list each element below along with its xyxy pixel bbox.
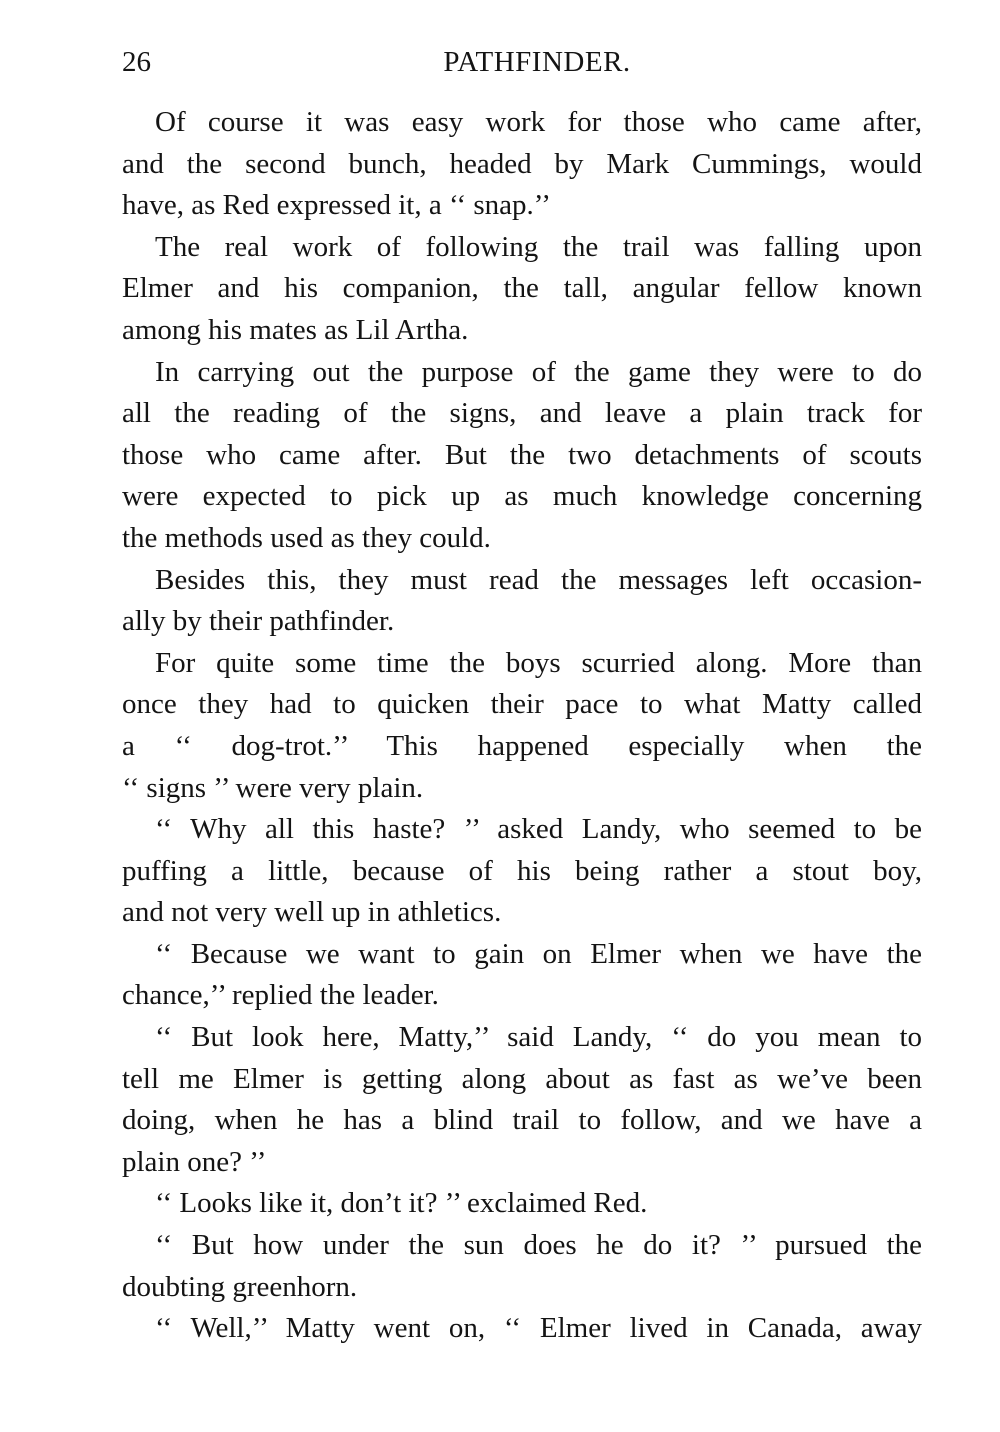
paragraph (122, 1183, 922, 1225)
paragraph (122, 643, 922, 809)
running-title: PATHFINDER. (443, 46, 631, 78)
running-head (122, 40, 922, 84)
text-line: plain one? ’’ (122, 1145, 267, 1178)
text-line: all the reading of the signs, and leave a plain track for (122, 397, 922, 430)
text-line: once they had to quicken their pace to what Matty called (122, 688, 922, 721)
text-line: and not very well up in athletics. (122, 896, 502, 929)
text-line: In carrying out the purpose of the game they were to do (155, 355, 922, 388)
text-line: among his mates as Lil Artha. (122, 313, 469, 346)
text-line: chance,’’ replied the leader. (122, 979, 439, 1012)
text-line: Of course it was easy work for those who came after, (155, 106, 922, 138)
text-line: were expected to pick up as much knowledge concerning (122, 480, 922, 513)
paragraph (122, 1225, 922, 1308)
body-text (122, 102, 922, 1350)
text-line: For quite some time the boys scurried along. More than (155, 646, 922, 679)
text-line: The real work of following the trail was falling upon (155, 230, 922, 263)
text-line: ‘‘ Well,’’ Matty went on, ‘‘ Elmer lived in Canada, away (155, 1312, 922, 1345)
text-line: have, as Red expressed it, a ‘‘ snap.’’ (122, 189, 551, 222)
text-line: ‘‘ Looks like it, don’t it? ’’ exclaimed Red. (155, 1187, 648, 1220)
text-line: ‘‘ Because we want to gain on Elmer when we have the (155, 937, 922, 970)
paragraph (122, 1308, 922, 1350)
paragraph (122, 809, 922, 934)
page-number: 26 (122, 46, 151, 78)
text-line: ‘‘ But look here, Matty,’’ said Landy, ‘‘ do you mean to (155, 1021, 922, 1054)
text-line: doing, when he has a blind trail to follow, and we have a (122, 1104, 922, 1137)
text-line: doubting greenhorn. (122, 1270, 358, 1303)
paragraph (122, 102, 922, 227)
paragraph (122, 934, 922, 1017)
paragraph (122, 560, 922, 643)
text-line: those who came after. But the two detachments of scouts (122, 438, 922, 471)
text-line: ‘‘ Why all this haste? ’’ asked Landy, who seemed to be (155, 813, 922, 846)
text-line: ‘‘ But how under the sun does he do it? ’’ pursued the (155, 1229, 922, 1262)
text-line: tell me Elmer is getting along about as fast as we’ve been (122, 1062, 922, 1095)
paragraph (122, 352, 922, 560)
text-line: Elmer and his companion, the tall, angular fellow known (122, 272, 922, 305)
text-line: the methods used as they could. (122, 521, 491, 554)
text-line: and the second bunch, headed by Mark Cummings, would (122, 147, 922, 180)
text-line: ‘‘ signs ’’ were very plain. (122, 771, 424, 804)
text-line: Besides this, they must read the messages left occasion- (155, 563, 922, 596)
paragraph (122, 1017, 922, 1183)
text-line: puffing a little, because of his being rather a stout boy, (122, 854, 922, 887)
text-line: ally by their pathfinder. (122, 605, 395, 638)
text-line: a ‘‘ dog-trot.’’ This happened especially when the (122, 729, 922, 762)
paragraph (122, 227, 922, 352)
